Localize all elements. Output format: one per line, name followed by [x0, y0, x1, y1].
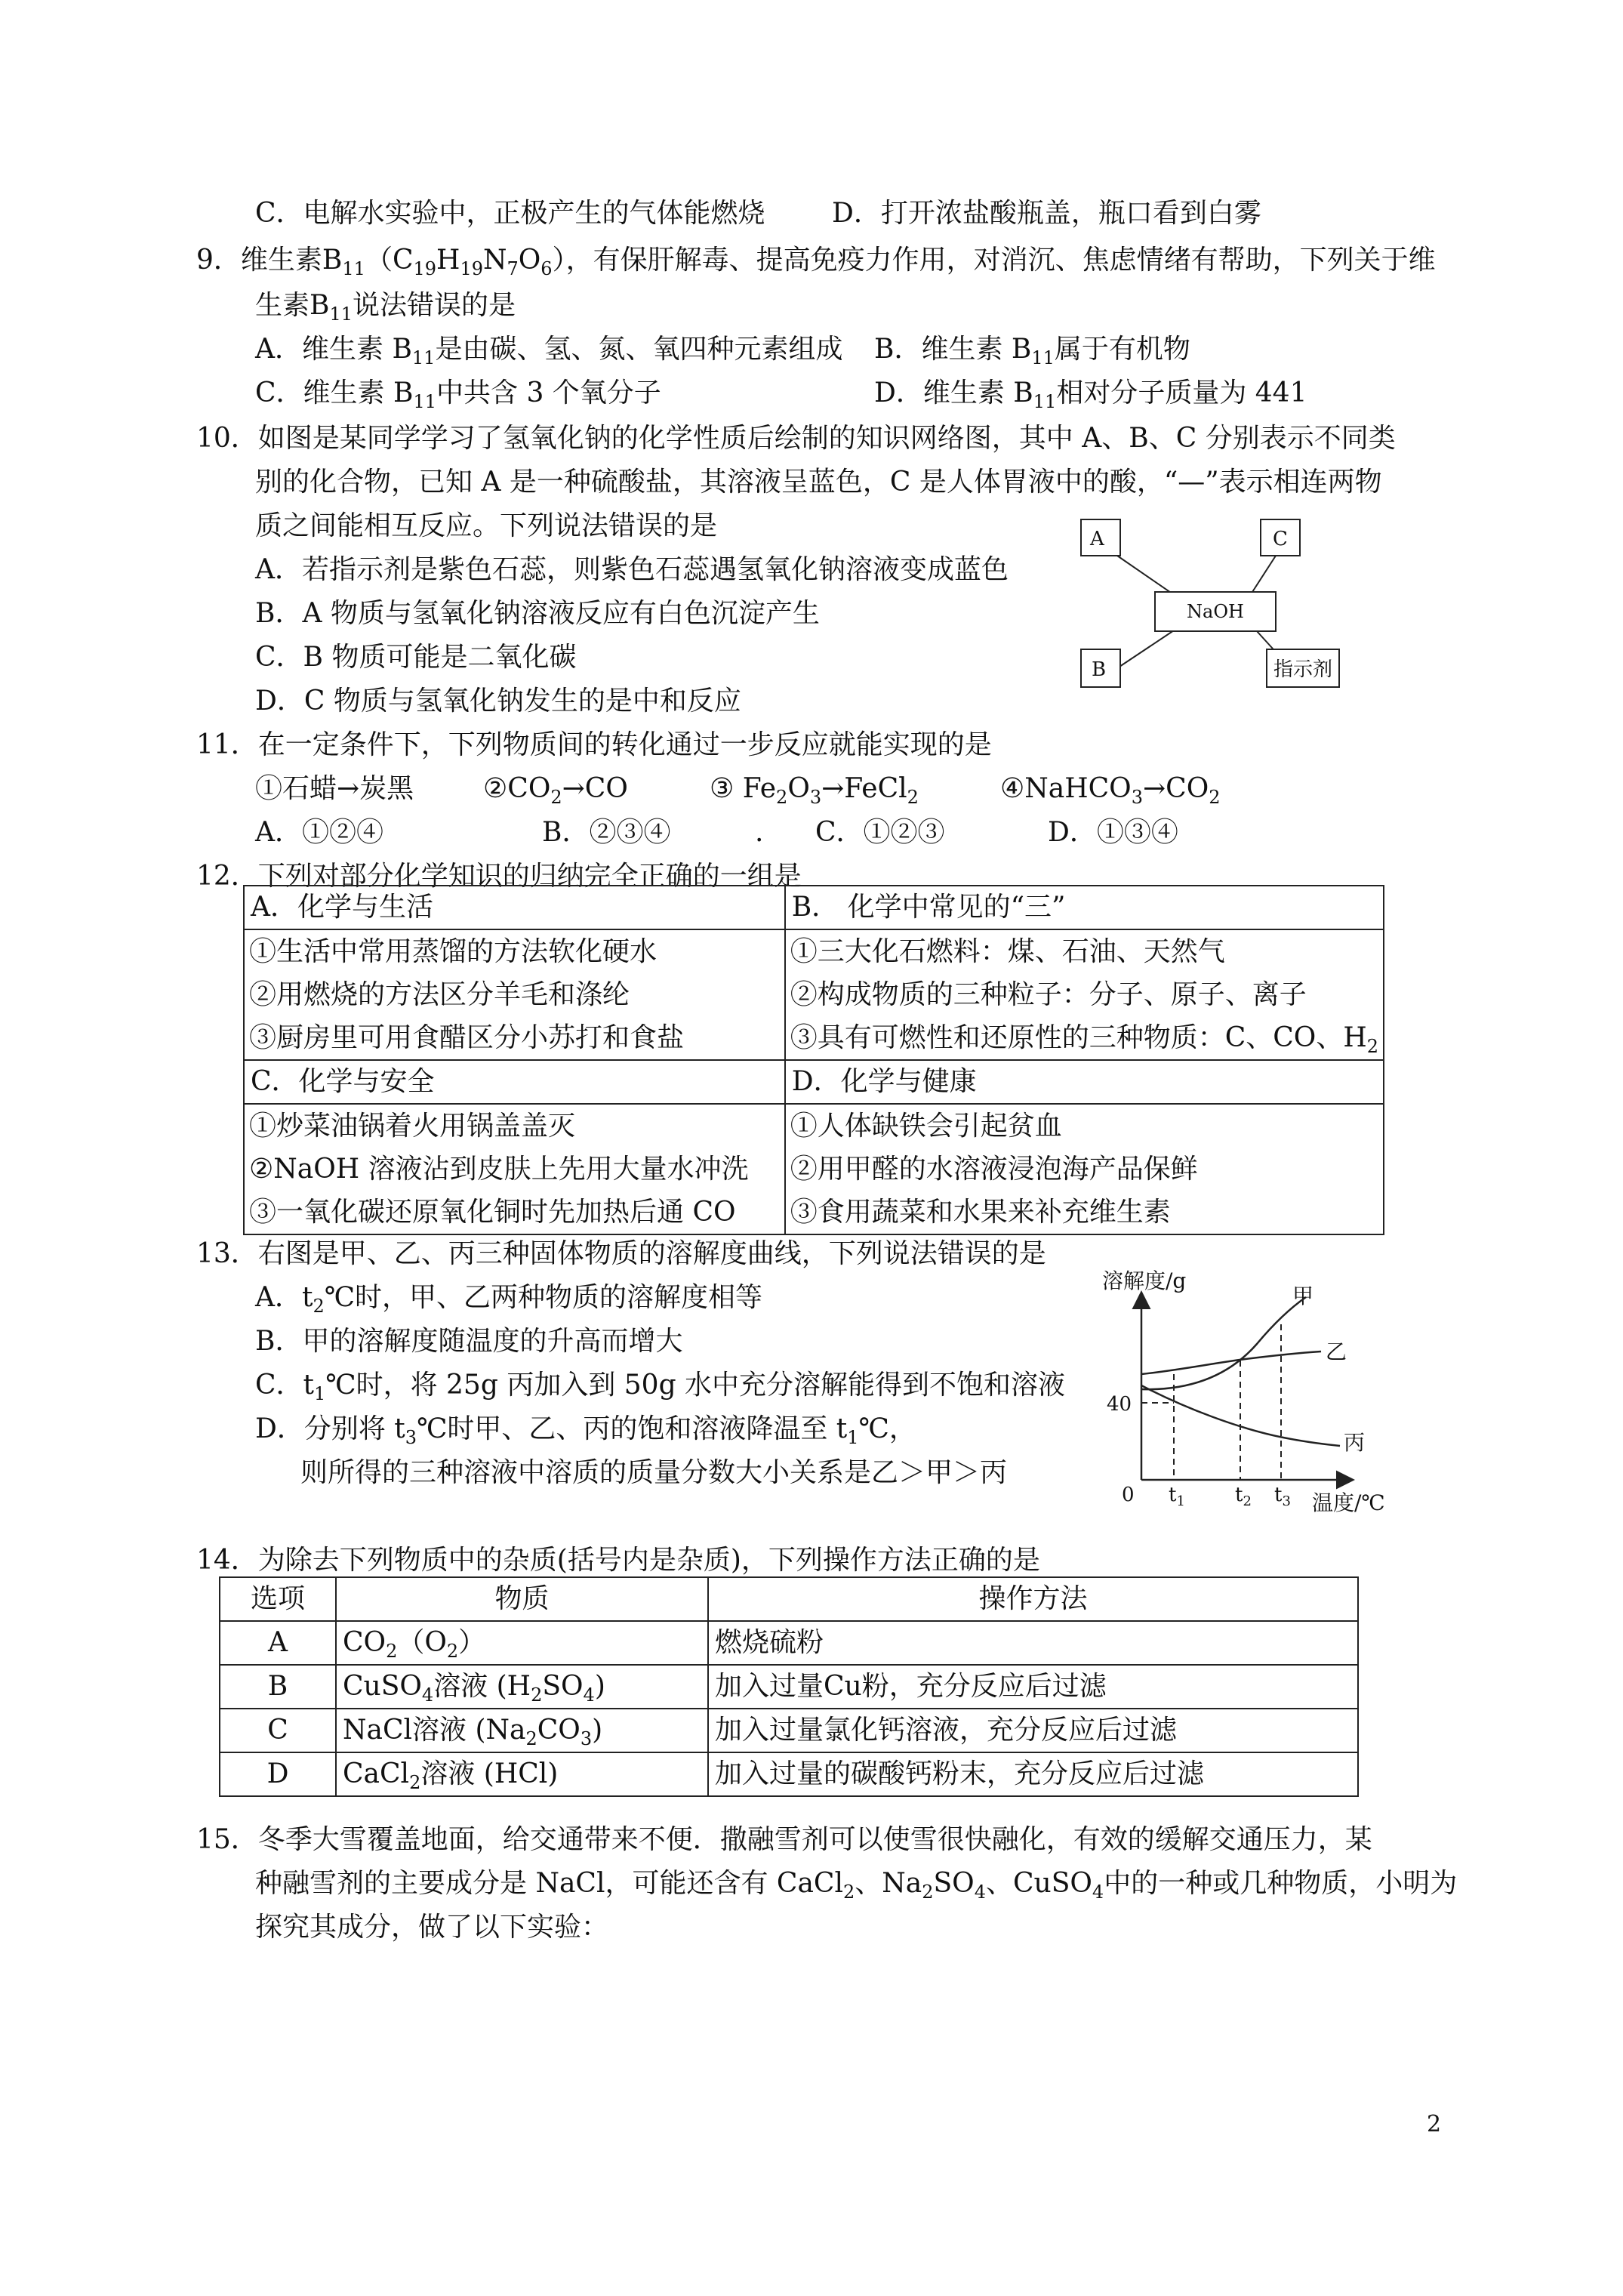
q12-stem: 12．下列对部分化学知识的归纳完全正确的一组是 [196, 861, 802, 892]
q10-option-b: B．A 物质与氢氧化钠溶液反应有白色沉淀产生 [255, 598, 820, 629]
q12-b-item: ②构成物质的三种粒子：分子、原子、离子 [790, 979, 1307, 1010]
q10-option-a: A．若指示剂是紫色石蕊，则紫色石蕊遇氢氧化钠溶液变成蓝色 [255, 554, 1009, 585]
q8-option-c: C．电解水实验中，正极产生的气体能燃烧 [255, 198, 765, 229]
q13-option-b: B．甲的溶解度随温度的升高而增大 [255, 1326, 683, 1357]
q12-table [243, 885, 1384, 1235]
q10-option-d: D．C 物质与氢氧化钠发生的是中和反应 [255, 686, 741, 717]
q14-row-c-substance: NaCl溶液 $(Na_2CO_3)$ [336, 1709, 708, 1752]
q10-stem-line1: 10．如图是某同学学习了氢氧化钠的化学性质后绘制的知识网络图，其中 A、B、C 分别表示不同类 [196, 423, 1396, 454]
diagram-node-naoh: NaOH [1187, 601, 1244, 622]
solubility-chart [1087, 1261, 1404, 1525]
q12-a-title: A．化学与生活 [244, 886, 785, 929]
q12-c-item: ③一氧化碳还原氧化铜时先加热后通 CO [249, 1197, 736, 1228]
diagram-node-b: B [1092, 658, 1107, 681]
q12-d-item: ①人体缺铁会引起贫血 [790, 1111, 1062, 1142]
q12-b-title: B． 化学中常见的“三” [785, 886, 1384, 929]
q15-line1: 15．冬季大雪覆盖地面，给交通带来不便．撒融雪剂可以使雪很快融化，有效的缓解交通压力，某 [196, 1824, 1372, 1855]
q14-row-b-substance: CuSO$_4$溶液 $(H_2SO_4)$ [336, 1665, 708, 1709]
q13-option-c: C．$t_1℃$时，将 25g 丙加入到 50g 水中充分溶解能得到不饱和溶液 [255, 1370, 1066, 1404]
tick-t2: $t_2$ [1235, 1484, 1252, 1509]
q12-c-title: C．化学与安全 [244, 1060, 785, 1104]
q13-option-a: A．$t_2℃$时，甲、乙两种物质的溶解度相等 [255, 1282, 763, 1317]
q13-option-d-line2: 则所得的三种溶液中溶质的质量分数大小关系是乙＞甲＞丙 [300, 1457, 1008, 1488]
q10-stem-line3: 质之间能相互反应。下列说法错误的是 [255, 510, 718, 541]
tick-40: 40 [1107, 1393, 1132, 1416]
q15-line2: 种融雪剂的主要成分是 NaCl，可能还含有 CaCl$_2$、$Na_2SO_4$、CuSO$_4$中的一种或几种物质，小明为 [255, 1868, 1458, 1903]
page-number: 2 [1427, 2111, 1442, 2137]
naoh-network-diagram [1072, 513, 1359, 702]
q14-header-method: 操作方法 [708, 1577, 1358, 1621]
q9-option-c: C．维生素 $B_{11}$中共含 3 个氧分子 [255, 378, 661, 412]
q14-row-a-substance: $CO_2(O_2)$ [336, 1621, 708, 1665]
q11-item3: ③ $Fe_2O_3\to FeCl_2$ [710, 773, 919, 808]
q14-row-d-substance: CaCl$_2$溶液 (HCl) [336, 1752, 708, 1796]
origin-label: 0 [1122, 1484, 1135, 1506]
q11-item2: $②CO_2\to CO$ [483, 773, 628, 808]
q14-row-c-method: 加入过量氯化钙溶液，充分反应后过滤 [708, 1709, 1358, 1752]
q12-a-item: ②用燃烧的方法区分羊毛和涤纶 [249, 979, 630, 1010]
q10-option-c: C．B 物质可能是二氧化碳 [255, 642, 577, 673]
q9-stem: 9．维生素$B_{11}(C_{19}H_{19}N_7O_6)$，有保肝解毒、提高免疫力作用，对消沉、焦虑情绪有帮助，下列关于维 [196, 245, 1436, 279]
q12-d-item: ②用甲醛的水溶液浸泡海产品保鲜 [790, 1154, 1198, 1185]
q13-stem: 13．右图是甲、乙、丙三种固体物质的溶解度曲线，下列说法错误的是 [196, 1238, 1046, 1269]
q11-option-d: D．①③④ [1048, 817, 1178, 848]
q14-table [219, 1576, 1359, 1797]
q12-c-item: ①炒菜油锅着火用锅盖盖灭 [249, 1111, 576, 1142]
q14-stem: 14．为除去下列物质中的杂质(括号内是杂质)，下列操作方法正确的是 [196, 1545, 1040, 1576]
tick-t3: $t_3$ [1274, 1484, 1291, 1509]
q12-d-item: ③食用蔬菜和水果来补充维生素 [790, 1197, 1171, 1228]
curve-label-jia: 甲 [1292, 1284, 1314, 1308]
q13-option-d: D．分别将 $t_3℃$时甲、乙、丙的饱和溶液降温至 $t_1℃$， [255, 1413, 916, 1448]
q9-option-d: D．维生素 $B_{11}$相对分子质量为 441 [874, 378, 1307, 412]
q14-row-d-option: D [220, 1752, 336, 1796]
q11-dot: . [755, 817, 764, 848]
chart-ylabel: 溶解度/g [1102, 1268, 1187, 1293]
q11-option-b: B．②③④ [542, 817, 671, 848]
curve-label-yi: 乙 [1326, 1339, 1347, 1364]
q15-line3: 探究其成分，做了以下实验： [255, 1912, 609, 1943]
q9-option-b: B．维生素 $B_{11}$属于有机物 [874, 334, 1190, 368]
q12-b-item: ①三大化石燃料：煤、石油、天然气 [790, 936, 1225, 967]
q14-row-b-method: 加入过量Cu粉，充分反应后过滤 [708, 1665, 1358, 1709]
q9-option-a: A．维生素 $B_{11}$是由碳、氢、氮、氧四种元素组成 [255, 334, 843, 368]
curve-label-bing: 丙 [1344, 1430, 1366, 1455]
diagram-node-c: C [1273, 528, 1288, 550]
q12-d-title: D．化学与健康 [785, 1060, 1384, 1104]
diagram-node-indicator: 指示剂 [1273, 658, 1333, 681]
q9-stem-line2: 生素$B_{11}$说法错误的是 [255, 290, 516, 325]
q12-b-item: ③具有可燃性和还原性的三种物质：C、CO、$H_2$ [790, 1022, 1378, 1057]
q14-row-d-method: 加入过量的碳酸钙粉末，充分反应后过滤 [708, 1752, 1358, 1796]
q12-c-item: ②NaOH 溶液沾到皮肤上先用大量水冲洗 [249, 1154, 749, 1185]
q11-option-c: C．①②③ [815, 817, 945, 848]
q11-item4: $④NaHCO_3\to CO_2$ [1000, 773, 1221, 808]
chart-xlabel: 温度/℃ [1312, 1490, 1385, 1515]
curve-yi [1141, 1351, 1321, 1374]
q11-option-a: A．①②④ [255, 817, 383, 848]
curve-jia [1141, 1297, 1306, 1389]
tick-t1: $t_1$ [1169, 1484, 1185, 1509]
q14-row-b-option: B [220, 1665, 336, 1709]
q12-a-item: ①生活中常用蒸馏的方法软化硬水 [249, 936, 658, 967]
q14-row-a-option: A [220, 1621, 336, 1665]
q11-stem: 11．在一定条件下，下列物质间的转化通过一步反应就能实现的是 [196, 729, 992, 760]
q14-header-option: 选项 [220, 1577, 336, 1621]
q11-item1: ①石蜡→炭黑 [255, 773, 414, 804]
q14-header-substance: 物质 [336, 1577, 708, 1621]
q10-stem-line2: 别的化合物，已知 A 是一种硫酸盐，其溶液呈蓝色，C 是人体胃液中的酸，“—”表示相连两物 [255, 467, 1382, 498]
q8-option-d: D．打开浓盐酸瓶盖，瓶口看到白雾 [832, 198, 1261, 229]
q12-a-item: ③厨房里可用食醋区分小苏打和食盐 [249, 1022, 685, 1053]
q14-row-a-method: 燃烧硫粉 [708, 1621, 1358, 1665]
diagram-node-a: A [1090, 528, 1104, 550]
q14-row-c-option: C [220, 1709, 336, 1752]
